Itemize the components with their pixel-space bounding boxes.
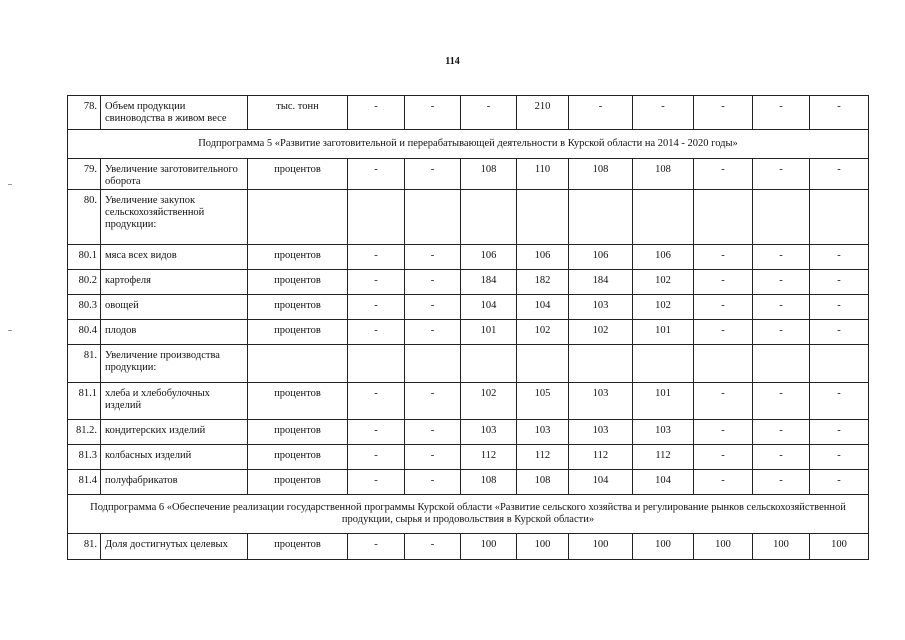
indicator-name: картофеля xyxy=(101,270,248,295)
value-cell: 103 xyxy=(517,420,569,445)
unit-cell: процентов xyxy=(248,383,348,420)
value-cell: - xyxy=(348,383,405,420)
value-cell: 108 xyxy=(517,470,569,495)
value-cell: - xyxy=(753,320,810,345)
row-number: 79. xyxy=(68,159,101,190)
unit-cell: процентов xyxy=(248,159,348,190)
value-cell: - xyxy=(753,470,810,495)
value-cell: - xyxy=(810,383,869,420)
value-cell: 108 xyxy=(461,159,517,190)
value-cell: - xyxy=(405,534,461,560)
value-cell: 104 xyxy=(633,470,694,495)
value-cell: 103 xyxy=(633,420,694,445)
value-cell: 184 xyxy=(461,270,517,295)
value-cell: 100 xyxy=(569,534,633,560)
indicator-name: плодов xyxy=(101,320,248,345)
value-cell xyxy=(633,345,694,383)
value-cell: - xyxy=(405,159,461,190)
value-cell: - xyxy=(694,320,753,345)
value-cell xyxy=(753,345,810,383)
indicator-name: Объем продукции свиноводства в живом весе xyxy=(101,96,248,130)
value-cell: - xyxy=(348,534,405,560)
value-cell: - xyxy=(405,420,461,445)
value-cell: - xyxy=(694,383,753,420)
value-cell xyxy=(633,190,694,245)
value-cell: - xyxy=(694,445,753,470)
value-cell: 106 xyxy=(569,245,633,270)
value-cell: 100 xyxy=(753,534,810,560)
value-cell: - xyxy=(753,295,810,320)
table-row xyxy=(68,320,869,345)
value-cell: - xyxy=(753,159,810,190)
margin-mark xyxy=(8,330,12,331)
value-cell xyxy=(461,190,517,245)
value-cell: - xyxy=(633,96,694,130)
unit-cell xyxy=(248,190,348,245)
unit-cell: процентов xyxy=(248,470,348,495)
unit-cell: процентов xyxy=(248,245,348,270)
table-row xyxy=(68,470,869,495)
value-cell: 108 xyxy=(461,470,517,495)
value-cell: - xyxy=(405,445,461,470)
value-cell xyxy=(569,345,633,383)
value-cell: - xyxy=(810,159,869,190)
value-cell: - xyxy=(405,295,461,320)
table-row xyxy=(68,190,869,245)
value-cell: 102 xyxy=(633,295,694,320)
unit-cell: процентов xyxy=(248,534,348,560)
row-number: 80.3 xyxy=(68,295,101,320)
value-cell: - xyxy=(753,420,810,445)
value-cell: - xyxy=(348,320,405,345)
value-cell: 106 xyxy=(461,245,517,270)
value-cell: 101 xyxy=(633,320,694,345)
value-cell: - xyxy=(461,96,517,130)
unit-cell: процентов xyxy=(248,445,348,470)
value-cell: - xyxy=(694,159,753,190)
value-cell xyxy=(694,190,753,245)
value-cell: - xyxy=(405,383,461,420)
value-cell: - xyxy=(810,96,869,130)
table-row xyxy=(68,159,869,190)
value-cell xyxy=(517,190,569,245)
value-cell: 102 xyxy=(633,270,694,295)
value-cell: - xyxy=(753,383,810,420)
row-number: 81. xyxy=(68,534,101,560)
value-cell xyxy=(461,345,517,383)
value-cell: - xyxy=(753,270,810,295)
unit-cell: процентов xyxy=(248,320,348,345)
unit-cell: тыс. тонн xyxy=(248,96,348,130)
value-cell: - xyxy=(405,270,461,295)
value-cell: 104 xyxy=(517,295,569,320)
row-number: 78. xyxy=(68,96,101,130)
margin-mark xyxy=(8,184,12,185)
unit-cell: процентов xyxy=(248,295,348,320)
value-cell: - xyxy=(810,445,869,470)
indicator-name: хлеба и хлебобулочных изделий xyxy=(101,383,248,420)
indicator-name: Увеличение производства продукции: xyxy=(101,345,248,383)
value-cell: - xyxy=(405,245,461,270)
value-cell xyxy=(810,345,869,383)
value-cell: - xyxy=(753,245,810,270)
value-cell xyxy=(348,345,405,383)
value-cell: - xyxy=(810,295,869,320)
value-cell: 182 xyxy=(517,270,569,295)
indicator-name: Доля достигнутых целевых xyxy=(101,534,248,560)
value-cell: 112 xyxy=(633,445,694,470)
table-row xyxy=(68,445,869,470)
row-number: 81.3 xyxy=(68,445,101,470)
value-cell: - xyxy=(753,96,810,130)
value-cell xyxy=(348,190,405,245)
table-row xyxy=(68,345,869,383)
value-cell: - xyxy=(694,270,753,295)
page-number: 114 xyxy=(445,56,460,67)
indicator-name: полуфабрикатов xyxy=(101,470,248,495)
table-row xyxy=(68,295,869,320)
value-cell xyxy=(405,190,461,245)
table-row xyxy=(68,96,869,130)
indicator-name: Увеличение заготовительного оборота xyxy=(101,159,248,190)
row-number: 80.1 xyxy=(68,245,101,270)
table-row xyxy=(68,383,869,420)
row-number: 80.2 xyxy=(68,270,101,295)
unit-cell: процентов xyxy=(248,270,348,295)
value-cell: 106 xyxy=(633,245,694,270)
value-cell: - xyxy=(810,420,869,445)
value-cell: 110 xyxy=(517,159,569,190)
value-cell: - xyxy=(810,245,869,270)
indicator-name: кондитерских изделий xyxy=(101,420,248,445)
value-cell: 108 xyxy=(633,159,694,190)
value-cell: - xyxy=(348,96,405,130)
value-cell: 106 xyxy=(517,245,569,270)
subprogram-heading: Подпрограмма 6 «Обеспечение реализации государственной программы Курской области «Развитие сельского хозяйства и регулирование рынков сельскохозяйственной продукции, сырья и продовольствия в Курской области» xyxy=(68,495,869,534)
indicator-table xyxy=(67,95,869,560)
value-cell: 102 xyxy=(461,383,517,420)
value-cell: - xyxy=(405,470,461,495)
value-cell: - xyxy=(694,245,753,270)
value-cell: 100 xyxy=(810,534,869,560)
value-cell: - xyxy=(694,470,753,495)
value-cell xyxy=(694,345,753,383)
subprogram-heading: Подпрограмма 5 «Развитие заготовительной и перерабатывающей деятельности в Курской области на 2014 - 2020 годы» xyxy=(68,130,869,159)
value-cell: - xyxy=(753,445,810,470)
value-cell: - xyxy=(348,270,405,295)
value-cell xyxy=(569,190,633,245)
value-cell: - xyxy=(694,96,753,130)
value-cell: 100 xyxy=(694,534,753,560)
value-cell: 103 xyxy=(569,383,633,420)
value-cell: 184 xyxy=(569,270,633,295)
value-cell: - xyxy=(348,470,405,495)
value-cell: - xyxy=(810,270,869,295)
value-cell: - xyxy=(348,245,405,270)
table-row xyxy=(68,420,869,445)
value-cell: - xyxy=(694,295,753,320)
row-number: 81.4 xyxy=(68,470,101,495)
value-cell: 108 xyxy=(569,159,633,190)
row-number: 80. xyxy=(68,190,101,245)
table-row xyxy=(68,245,869,270)
value-cell: 100 xyxy=(461,534,517,560)
value-cell: 104 xyxy=(569,470,633,495)
value-cell: - xyxy=(405,320,461,345)
value-cell: 112 xyxy=(569,445,633,470)
value-cell: 100 xyxy=(633,534,694,560)
value-cell xyxy=(517,345,569,383)
value-cell: - xyxy=(348,159,405,190)
value-cell: 103 xyxy=(461,420,517,445)
value-cell: - xyxy=(348,420,405,445)
indicator-name: овощей xyxy=(101,295,248,320)
table-row xyxy=(68,270,869,295)
row-number: 81.1 xyxy=(68,383,101,420)
value-cell: - xyxy=(694,420,753,445)
value-cell: 112 xyxy=(461,445,517,470)
indicator-name: Увеличение закупок сельскохозяйственной продукции: xyxy=(101,190,248,245)
value-cell: 103 xyxy=(569,295,633,320)
indicator-name: колбасных изделий xyxy=(101,445,248,470)
value-cell: 102 xyxy=(569,320,633,345)
row-number: 80.4 xyxy=(68,320,101,345)
value-cell: 210 xyxy=(517,96,569,130)
section-row xyxy=(68,130,869,159)
value-cell: 112 xyxy=(517,445,569,470)
value-cell: - xyxy=(348,445,405,470)
unit-cell: процентов xyxy=(248,420,348,445)
value-cell xyxy=(810,190,869,245)
indicator-name: мяса всех видов xyxy=(101,245,248,270)
value-cell: - xyxy=(405,96,461,130)
value-cell xyxy=(405,345,461,383)
unit-cell xyxy=(248,345,348,383)
table-row xyxy=(68,534,869,560)
value-cell: 104 xyxy=(461,295,517,320)
row-number: 81. xyxy=(68,345,101,383)
value-cell: - xyxy=(810,470,869,495)
value-cell: 103 xyxy=(569,420,633,445)
value-cell xyxy=(753,190,810,245)
value-cell: - xyxy=(569,96,633,130)
value-cell: 100 xyxy=(517,534,569,560)
value-cell: - xyxy=(348,295,405,320)
table-body xyxy=(68,96,869,560)
value-cell: 105 xyxy=(517,383,569,420)
value-cell: - xyxy=(810,320,869,345)
value-cell: 101 xyxy=(633,383,694,420)
value-cell: 102 xyxy=(517,320,569,345)
section-row xyxy=(68,495,869,534)
row-number: 81.2. xyxy=(68,420,101,445)
value-cell: 101 xyxy=(461,320,517,345)
